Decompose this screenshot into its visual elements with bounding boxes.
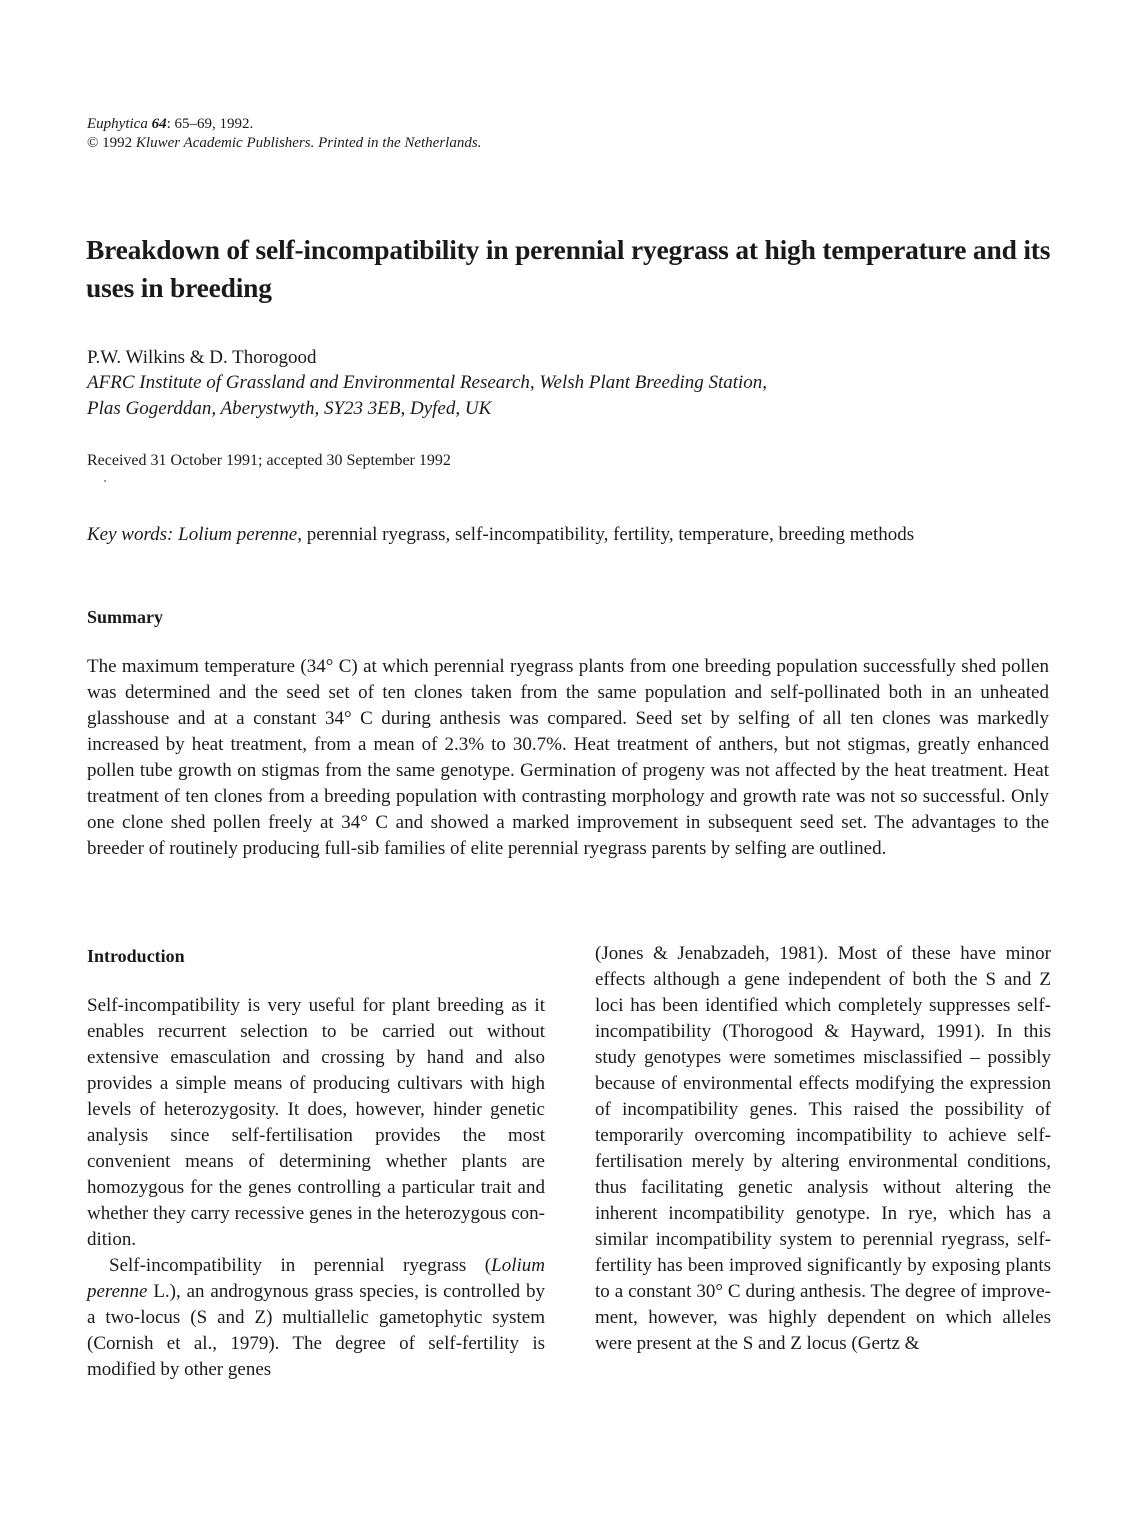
journal-pages-year: : 65–69, 1992.: [166, 116, 254, 132]
keywords-label: Key words:: [87, 524, 174, 545]
introduction-left-column: [87, 993, 545, 1383]
received-dates: Received 31 October 1991; accepted 30 September 1992: [87, 452, 451, 469]
affiliation-line-2: Plas Gogerddan, Aberystwyth, SY23 3EB, Dyfed, UK: [87, 398, 492, 419]
introduction-heading: Introduction: [87, 946, 185, 966]
species-name: Lolium perenne: [87, 1255, 545, 1302]
authors: P.W. Wilkins & D. Thorogood: [87, 347, 317, 368]
introduction-right-column: [595, 941, 1051, 1357]
publisher: Kluwer Academic Publishers. Printed in the Netherlands.: [135, 135, 482, 151]
introduction-paragraph-2: [87, 1253, 545, 1383]
journal-citation: [87, 115, 253, 134]
copyright-line: [87, 134, 481, 153]
keywords: [87, 522, 967, 548]
scan-speck: [104, 480, 106, 482]
paragraph-2-start: Self-incompatibility in perennial ryegrass (: [109, 1255, 492, 1276]
keywords-species: Lolium perenne,: [178, 524, 302, 545]
copyright-year: 1992: [98, 135, 136, 151]
journal-volume: 64: [151, 116, 167, 132]
summary-heading: Summary: [87, 607, 163, 627]
introduction-paragraph-1: Self-incompatibility is very useful for plant breeding as it enables recurrent selection to be carried out without extensive emasculation and crossing by hand and also provides a simple means of producing cultivars with high levels of heterozygosity. It does, however, hinder genetic analysis since self-fertilisation provides the most convenient means of determining whether plants are homozygous for the genes controlling a particular trait and whether they carry recessive genes in the heterozygous condition.: [87, 995, 545, 1250]
paper-title: Breakdown of self-incompatibility in perennial ryegrass at high temperature and its uses in breeding: [86, 234, 1051, 303]
journal-name: Euphytica: [87, 116, 148, 132]
keywords-list: perennial ryegrass, self-incompatibility, fertility, temperature, breeding methods: [306, 524, 915, 545]
affiliation-line-1: AFRC Institute of Grassland and Environmental Research, Welsh Plant Breeding Station,: [87, 372, 768, 393]
summary-text: The maximum temperature (34° C) at which perennial ryegrass plants from one breeding population successfully shed pollen was determined and the seed set of ten clones taken from the same population and self-pollinated both in an unheated glasshouse and at a constant 34° C during anthesis was compared. Seed set by selfing of all ten clones was markedly increased by heat treatment, from a mean of 2.3% to 30.7%. Heat treatment of anthers, but not stigmas, greatly enhanced pollen tube growth on stigmas from the same genotype. Germination of progeny was not affected by the heat treatment. Heat treatment of ten clones from a breeding population with contrasting morphology and growth rate was not so successful. Only one clone shed pollen freely at 34° C and showed a marked improvement in subsequent seed set. The advantages to the breeder of routinely producing full-sib families of elite perennial ryegrass parents by selfing are outlined.: [87, 656, 1049, 859]
copyright-symbol: ©: [87, 135, 99, 151]
introduction-paragraph-continued: (Jones & Jenabzadeh, 1981). Most of these have minor effects although a gene independent of both the S and Z loci has been identified which completely suppresses self-incompatibility (Thorogood & Hayward, 1991). In this study genotypes were sometimes misclassified – possibly because of environmental effects modifying the expression of incompatibility genes. This raised the possibility of temporarily overcoming incompatibility to achieve self-fertilisation merely by altering environmental conditions, thus facilitating genetic analysis without altering the inherent incompatibility genotype. In rye, which has a similar incompatibility system to perennial ryegrass, self-fertility has been improved significantly by exposing plants to a constant 30° C during anthesis. The degree of improvement, however, was highly dependent on which alleles were present at the S and Z locus (Gertz &: [595, 943, 1051, 1354]
paragraph-2-rest: L.), an androgynous grass species, is controlled by a two-locus (S and Z) multiallelic gametophytic system (Cornish et al., 1979). The degree of self-fertility is modified by other genes: [87, 1281, 545, 1380]
